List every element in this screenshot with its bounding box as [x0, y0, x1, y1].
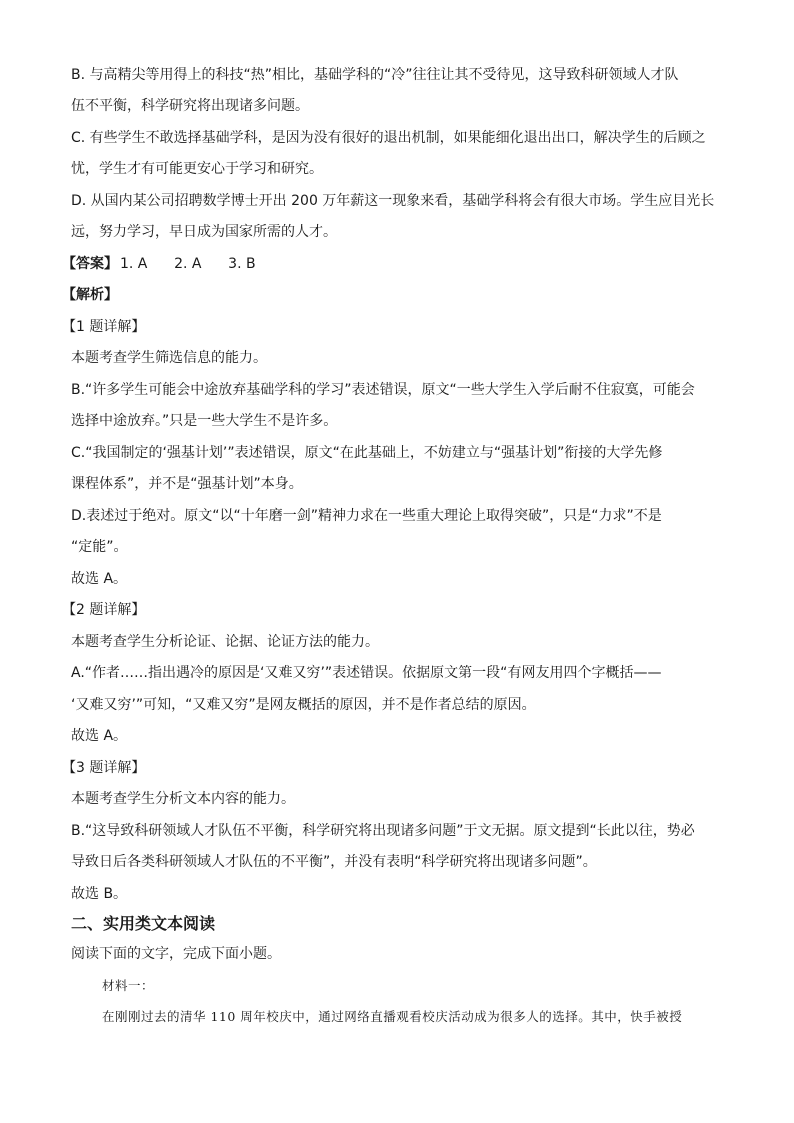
- answer-line: [62, 255, 256, 273]
- q3-b-line-2: 导致日后各类科研领域人才队伍的不平衡”，并没有表明“科学研究将出现诸多问题”。: [71, 854, 597, 870]
- material-label: 材料一：: [102, 978, 155, 993]
- q1-d-line-2: “定能”。: [71, 539, 128, 555]
- q3-conclusion: 故选 B。: [71, 886, 128, 902]
- q1-b-line-1: B.“许多学生可能会中途放弃基础学科的学习”表述错误，原文“一些大学生入学后耐不住寂寞，可能会: [71, 382, 695, 398]
- analysis-label: 【解析】: [62, 287, 118, 303]
- q3-intro: 本题考查学生分析文本内容的能力。: [71, 791, 295, 807]
- option-c-line-2: 忧，学生才有可能更安心于学习和研究。: [71, 161, 323, 177]
- q2-a-line-1: A.“作者……指出遇冷的原因是‘又难又穷’”表述错误。依据原文第一段“有网友用四个字概括——: [71, 665, 662, 681]
- option-b-line-2: 伍不平衡，科学研究将出现诸多问题。: [71, 98, 309, 114]
- answer-value: 1. A 2. A 3. B: [120, 256, 256, 272]
- q1-title: 【1 题详解】: [62, 319, 146, 335]
- section-instruction: 阅读下面的文字，完成下面小题。: [71, 946, 281, 962]
- answer-label: 【答案】: [62, 256, 118, 272]
- q2-a-line-2: ‘又难又穷’”可知，“又难又穷”是网友概括的原因，并不是作者总结的原因。: [71, 697, 536, 713]
- q2-intro: 本题考查学生分析论证、论据、论证方法的能力。: [71, 634, 379, 650]
- option-c-line-1: C. 有些学生不敢选择基础学科，是因为没有很好的退出机制，如果能细化退出出口，解决学生的后顾之: [71, 130, 706, 146]
- section-heading: 二、实用类文本阅读: [71, 914, 216, 933]
- option-d-line-1: D. 从国内某公司招聘数学博士开出 200 万年薪这一现象来看，基础学科将会有很大市场。学生应目光长: [71, 193, 715, 209]
- q1-intro: 本题考查学生筛选信息的能力。: [71, 350, 267, 366]
- q1-conclusion: 故选 A。: [71, 571, 128, 587]
- q3-b-line-1: B.“这导致科研领域人才队伍不平衡，科学研究将出现诸多问题”于文无据。原文提到“长此以往，势必: [71, 823, 695, 839]
- q1-c-line-2: 课程体系”，并不是“强基计划”本身。: [71, 476, 303, 492]
- material-text: 在刚刚过去的清华 110 周年校庆中，通过网络直播观看校庆活动成为很多人的选择。其中，快手被授: [102, 1009, 683, 1024]
- q3-title: 【3 题详解】: [62, 760, 146, 776]
- option-b-line-1: B. 与高精尖等用得上的科技“热”相比，基础学科的“冷”往往让其不受待见，这导致科研领域人才队: [71, 67, 679, 83]
- q1-d-line-1: D.表述过于绝对。原文“以“十年磨一剑”精神力求在一些重大理论上取得突破”，只是“力求”不是: [71, 508, 662, 524]
- q1-c-line-1: C.“我国制定的‘强基计划’”表述错误，原文“在此基础上，不妨建立与“强基计划”衔接的大学先修: [71, 445, 663, 461]
- q2-title: 【2 题详解】: [62, 602, 146, 618]
- option-d-line-2: 远，努力学习，早日成为国家所需的人才。: [71, 224, 337, 240]
- q1-b-line-2: 选择中途放弃。”只是一些大学生不是许多。: [71, 413, 338, 429]
- q2-conclusion: 故选 A。: [71, 728, 128, 744]
